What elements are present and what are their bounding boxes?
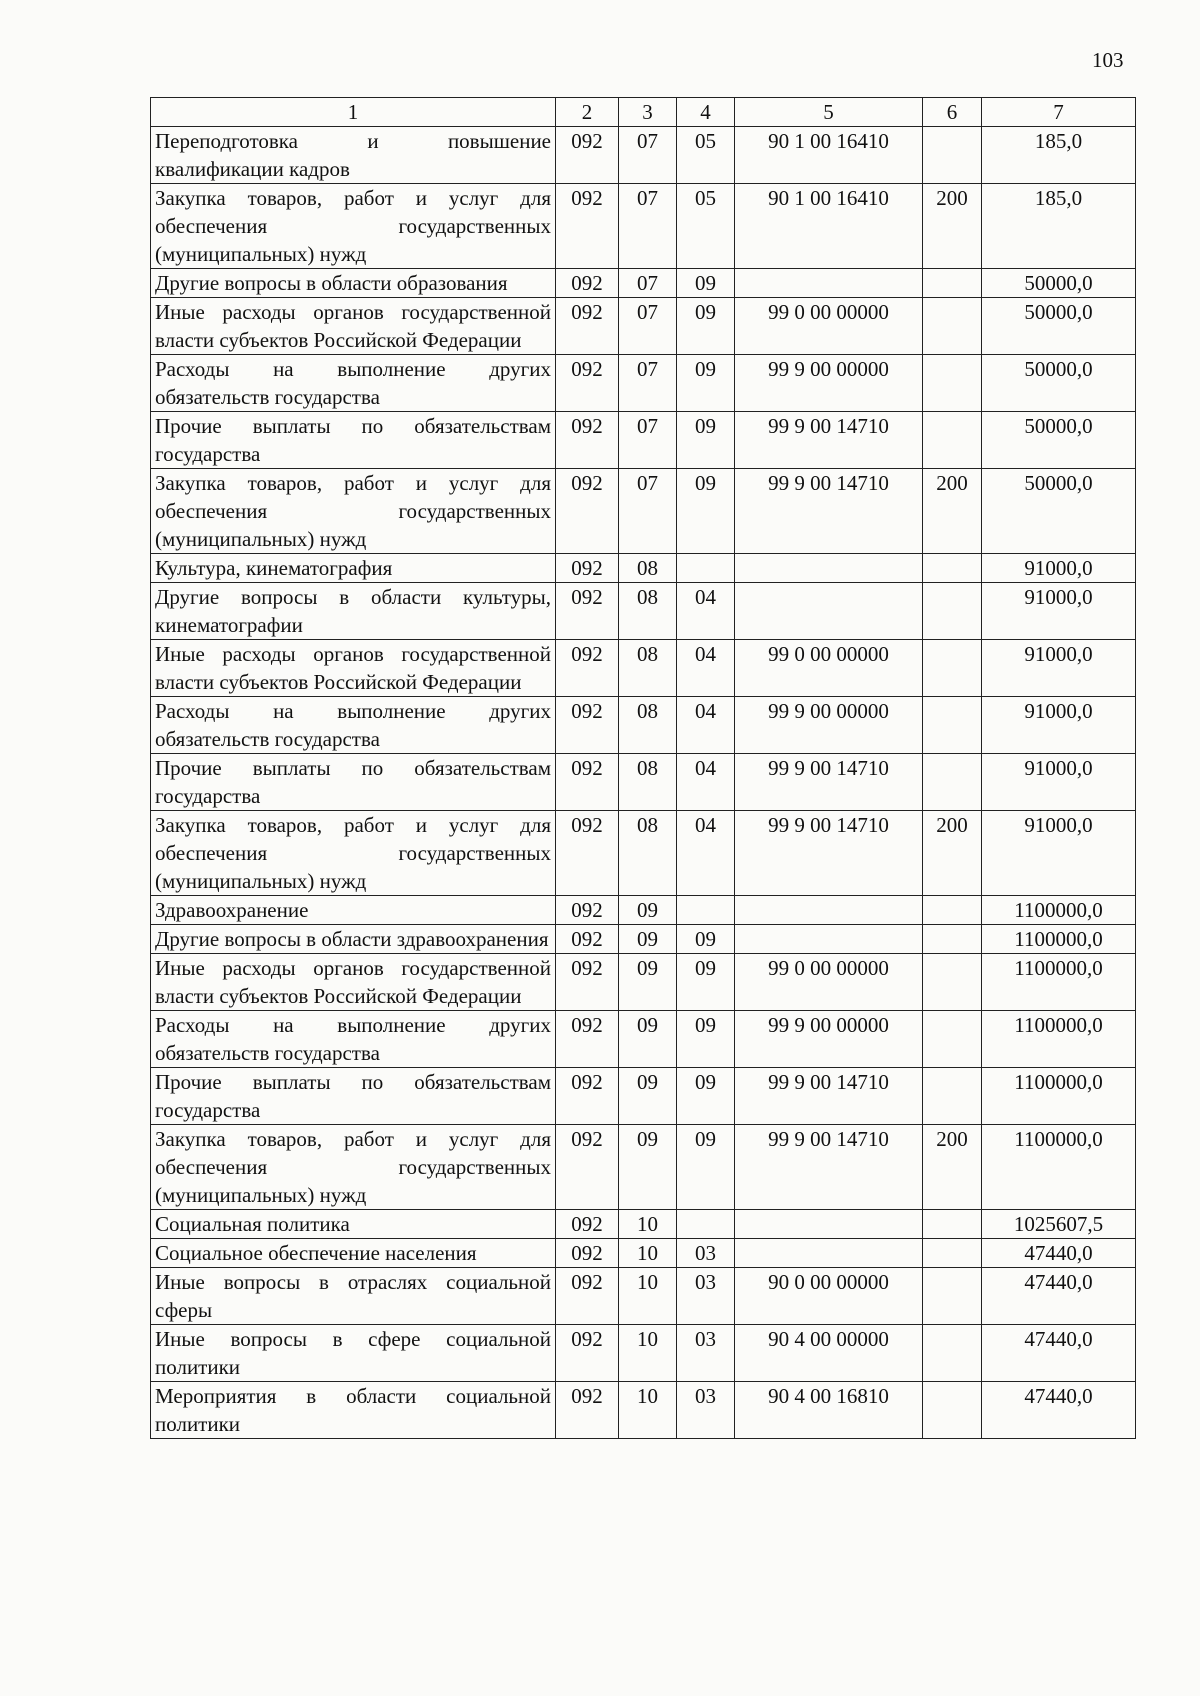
section-code-cell: 10 — [619, 1210, 677, 1239]
column-header: 3 — [619, 98, 677, 127]
target-article-cell: 99 9 00 14710 — [735, 1068, 923, 1125]
expense-type-cell — [923, 954, 982, 1011]
amount-cell: 91000,0 — [982, 754, 1136, 811]
expense-type-cell — [923, 412, 982, 469]
ministry-code-cell: 092 — [556, 754, 619, 811]
expense-name-cell: Иные расходы органов государственной власти субъектов Российской Федерации — [151, 298, 556, 355]
expense-type-cell — [923, 925, 982, 954]
subsection-code-cell — [677, 1210, 735, 1239]
amount-cell: 185,0 — [982, 184, 1136, 269]
column-header: 5 — [735, 98, 923, 127]
expense-name-cell: Прочие выплаты по обязательствам государства — [151, 1068, 556, 1125]
ministry-code-cell: 092 — [556, 1011, 619, 1068]
table-row — [151, 1382, 1136, 1439]
ministry-code-cell: 092 — [556, 954, 619, 1011]
expense-type-cell — [923, 554, 982, 583]
amount-cell: 185,0 — [982, 127, 1136, 184]
expense-type-cell — [923, 1268, 982, 1325]
subsection-code-cell: 04 — [677, 754, 735, 811]
ministry-code-cell: 092 — [556, 469, 619, 554]
table-row — [151, 754, 1136, 811]
target-article-cell: 99 9 00 00000 — [735, 1011, 923, 1068]
expense-type-cell — [923, 754, 982, 811]
ministry-code-cell: 092 — [556, 1068, 619, 1125]
target-article-cell: 99 9 00 14710 — [735, 1125, 923, 1210]
subsection-code-cell: 05 — [677, 184, 735, 269]
section-code-cell: 08 — [619, 640, 677, 697]
target-article-cell: 99 9 00 14710 — [735, 811, 923, 896]
table-row — [151, 1239, 1136, 1268]
expense-name-cell: Другие вопросы в области культуры, кинематографии — [151, 583, 556, 640]
expense-type-cell — [923, 1325, 982, 1382]
amount-cell: 47440,0 — [982, 1382, 1136, 1439]
table-row — [151, 954, 1136, 1011]
expense-name-cell: Мероприятия в области социальной политики — [151, 1382, 556, 1439]
ministry-code-cell: 092 — [556, 1239, 619, 1268]
amount-cell: 91000,0 — [982, 811, 1136, 896]
section-code-cell: 09 — [619, 1125, 677, 1210]
section-code-cell: 07 — [619, 269, 677, 298]
expense-type-cell — [923, 1011, 982, 1068]
expense-type-cell: 200 — [923, 469, 982, 554]
subsection-code-cell: 03 — [677, 1382, 735, 1439]
ministry-code-cell: 092 — [556, 697, 619, 754]
amount-cell: 50000,0 — [982, 298, 1136, 355]
expense-name-cell: Здравоохранение — [151, 896, 556, 925]
table-row — [151, 925, 1136, 954]
expense-name-cell: Закупка товаров, работ и услуг для обеспечения государственных (муниципальных) нужд — [151, 1125, 556, 1210]
expense-name-cell: Другие вопросы в области здравоохранения — [151, 925, 556, 954]
expense-name-cell: Расходы на выполнение других обязательств государства — [151, 1011, 556, 1068]
target-article-cell — [735, 583, 923, 640]
subsection-code-cell: 09 — [677, 1125, 735, 1210]
expense-name-cell: Переподготовка и повышение квалификации кадров — [151, 127, 556, 184]
target-article-cell: 99 9 00 00000 — [735, 697, 923, 754]
table-row — [151, 1325, 1136, 1382]
subsection-code-cell — [677, 896, 735, 925]
expense-type-cell: 200 — [923, 1125, 982, 1210]
section-code-cell: 10 — [619, 1382, 677, 1439]
expense-name-cell: Закупка товаров, работ и услуг для обеспечения государственных (муниципальных) нужд — [151, 469, 556, 554]
table-row — [151, 469, 1136, 554]
section-code-cell: 07 — [619, 298, 677, 355]
ministry-code-cell: 092 — [556, 583, 619, 640]
amount-cell: 50000,0 — [982, 469, 1136, 554]
table-row — [151, 355, 1136, 412]
subsection-code-cell: 04 — [677, 640, 735, 697]
ministry-code-cell: 092 — [556, 1325, 619, 1382]
column-header: 1 — [151, 98, 556, 127]
subsection-code-cell: 03 — [677, 1268, 735, 1325]
subsection-code-cell: 09 — [677, 412, 735, 469]
section-code-cell: 07 — [619, 469, 677, 554]
amount-cell: 47440,0 — [982, 1239, 1136, 1268]
section-code-cell: 08 — [619, 554, 677, 583]
expense-name-cell: Прочие выплаты по обязательствам государства — [151, 412, 556, 469]
amount-cell: 1100000,0 — [982, 925, 1136, 954]
column-header: 7 — [982, 98, 1136, 127]
expense-name-cell: Закупка товаров, работ и услуг для обеспечения государственных (муниципальных) нужд — [151, 811, 556, 896]
ministry-code-cell: 092 — [556, 1125, 619, 1210]
ministry-code-cell: 092 — [556, 1268, 619, 1325]
table-row — [151, 811, 1136, 896]
page-number: 103 — [1092, 48, 1124, 72]
expense-name-cell: Расходы на выполнение других обязательств государства — [151, 697, 556, 754]
target-article-cell: 99 0 00 00000 — [735, 640, 923, 697]
target-article-cell: 99 9 00 00000 — [735, 355, 923, 412]
table-row — [151, 896, 1136, 925]
ministry-code-cell: 092 — [556, 554, 619, 583]
amount-cell: 91000,0 — [982, 697, 1136, 754]
amount-cell: 91000,0 — [982, 640, 1136, 697]
subsection-code-cell — [677, 554, 735, 583]
section-code-cell: 07 — [619, 184, 677, 269]
amount-cell: 1100000,0 — [982, 1011, 1136, 1068]
expense-type-cell — [923, 697, 982, 754]
expense-type-cell — [923, 269, 982, 298]
ministry-code-cell: 092 — [556, 127, 619, 184]
expense-name-cell: Социальное обеспечение населения — [151, 1239, 556, 1268]
expense-type-cell — [923, 298, 982, 355]
target-article-cell — [735, 896, 923, 925]
ministry-code-cell: 092 — [556, 925, 619, 954]
amount-cell: 1100000,0 — [982, 896, 1136, 925]
expense-type-cell — [923, 127, 982, 184]
expense-name-cell: Иные расходы органов государственной власти субъектов Российской Федерации — [151, 954, 556, 1011]
expense-type-cell — [923, 1068, 982, 1125]
ministry-code-cell: 092 — [556, 896, 619, 925]
expense-type-cell — [923, 1382, 982, 1439]
table-header-row — [151, 98, 1136, 127]
target-article-cell: 90 1 00 16410 — [735, 184, 923, 269]
target-article-cell: 99 0 00 00000 — [735, 298, 923, 355]
column-header: 6 — [923, 98, 982, 127]
expense-type-cell — [923, 640, 982, 697]
amount-cell: 1100000,0 — [982, 1125, 1136, 1210]
section-code-cell: 07 — [619, 355, 677, 412]
expense-type-cell — [923, 1210, 982, 1239]
amount-cell: 1025607,5 — [982, 1210, 1136, 1239]
subsection-code-cell: 03 — [677, 1325, 735, 1382]
target-article-cell: 99 9 00 14710 — [735, 412, 923, 469]
table-row — [151, 640, 1136, 697]
section-code-cell: 10 — [619, 1239, 677, 1268]
target-article-cell — [735, 1210, 923, 1239]
subsection-code-cell: 09 — [677, 1068, 735, 1125]
table-row — [151, 554, 1136, 583]
expense-name-cell: Прочие выплаты по обязательствам государства — [151, 754, 556, 811]
subsection-code-cell: 09 — [677, 954, 735, 1011]
subsection-code-cell: 09 — [677, 469, 735, 554]
table-row — [151, 697, 1136, 754]
expense-name-cell: Расходы на выполнение других обязательств государства — [151, 355, 556, 412]
table-row — [151, 1011, 1136, 1068]
amount-cell: 47440,0 — [982, 1268, 1136, 1325]
ministry-code-cell: 092 — [556, 640, 619, 697]
table-row — [151, 1125, 1136, 1210]
amount-cell: 91000,0 — [982, 583, 1136, 640]
ministry-code-cell: 092 — [556, 269, 619, 298]
expense-name-cell: Иные вопросы в сфере социальной политики — [151, 1325, 556, 1382]
target-article-cell — [735, 925, 923, 954]
ministry-code-cell: 092 — [556, 298, 619, 355]
expense-type-cell — [923, 355, 982, 412]
target-article-cell — [735, 269, 923, 298]
section-code-cell: 09 — [619, 925, 677, 954]
target-article-cell: 90 4 00 16810 — [735, 1382, 923, 1439]
amount-cell: 1100000,0 — [982, 1068, 1136, 1125]
expense-type-cell — [923, 1239, 982, 1268]
expense-type-cell — [923, 896, 982, 925]
target-article-cell: 99 9 00 14710 — [735, 754, 923, 811]
section-code-cell: 07 — [619, 127, 677, 184]
section-code-cell: 08 — [619, 754, 677, 811]
target-article-cell: 99 9 00 14710 — [735, 469, 923, 554]
subsection-code-cell: 09 — [677, 925, 735, 954]
table-row — [151, 269, 1136, 298]
column-header: 2 — [556, 98, 619, 127]
section-code-cell: 10 — [619, 1325, 677, 1382]
expense-name-cell: Иные вопросы в отраслях социальной сферы — [151, 1268, 556, 1325]
target-article-cell: 90 0 00 00000 — [735, 1268, 923, 1325]
section-code-cell: 08 — [619, 583, 677, 640]
table-row — [151, 1068, 1136, 1125]
expense-type-cell: 200 — [923, 811, 982, 896]
table-row — [151, 412, 1136, 469]
expense-name-cell: Культура, кинематография — [151, 554, 556, 583]
table-row — [151, 1268, 1136, 1325]
ministry-code-cell: 092 — [556, 1382, 619, 1439]
subsection-code-cell: 09 — [677, 355, 735, 412]
column-header: 4 — [677, 98, 735, 127]
table-body — [151, 127, 1136, 1439]
expense-name-cell: Иные расходы органов государственной власти субъектов Российской Федерации — [151, 640, 556, 697]
subsection-code-cell: 04 — [677, 697, 735, 754]
expense-name-cell: Социальная политика — [151, 1210, 556, 1239]
amount-cell: 1100000,0 — [982, 954, 1136, 1011]
section-code-cell: 09 — [619, 1068, 677, 1125]
table-row — [151, 298, 1136, 355]
target-article-cell: 90 4 00 00000 — [735, 1325, 923, 1382]
amount-cell: 47440,0 — [982, 1325, 1136, 1382]
ministry-code-cell: 092 — [556, 355, 619, 412]
table-row — [151, 583, 1136, 640]
target-article-cell — [735, 554, 923, 583]
target-article-cell: 99 0 00 00000 — [735, 954, 923, 1011]
subsection-code-cell: 09 — [677, 298, 735, 355]
amount-cell: 50000,0 — [982, 412, 1136, 469]
ministry-code-cell: 092 — [556, 184, 619, 269]
budget-table — [150, 97, 1136, 1439]
section-code-cell: 10 — [619, 1268, 677, 1325]
table-row — [151, 1210, 1136, 1239]
subsection-code-cell: 09 — [677, 1011, 735, 1068]
expense-type-cell: 200 — [923, 184, 982, 269]
section-code-cell: 09 — [619, 896, 677, 925]
table-row — [151, 127, 1136, 184]
subsection-code-cell: 04 — [677, 811, 735, 896]
table-row — [151, 184, 1136, 269]
ministry-code-cell: 092 — [556, 1210, 619, 1239]
section-code-cell: 09 — [619, 954, 677, 1011]
target-article-cell — [735, 1239, 923, 1268]
section-code-cell: 09 — [619, 1011, 677, 1068]
expense-name-cell: Закупка товаров, работ и услуг для обеспечения государственных (муниципальных) нужд — [151, 184, 556, 269]
amount-cell: 91000,0 — [982, 554, 1136, 583]
ministry-code-cell: 092 — [556, 412, 619, 469]
amount-cell: 50000,0 — [982, 355, 1136, 412]
section-code-cell: 08 — [619, 811, 677, 896]
section-code-cell: 08 — [619, 697, 677, 754]
expense-type-cell — [923, 583, 982, 640]
subsection-code-cell: 03 — [677, 1239, 735, 1268]
ministry-code-cell: 092 — [556, 811, 619, 896]
subsection-code-cell: 05 — [677, 127, 735, 184]
expense-name-cell: Другие вопросы в области образования — [151, 269, 556, 298]
subsection-code-cell: 09 — [677, 269, 735, 298]
amount-cell: 50000,0 — [982, 269, 1136, 298]
target-article-cell: 90 1 00 16410 — [735, 127, 923, 184]
subsection-code-cell: 04 — [677, 583, 735, 640]
section-code-cell: 07 — [619, 412, 677, 469]
